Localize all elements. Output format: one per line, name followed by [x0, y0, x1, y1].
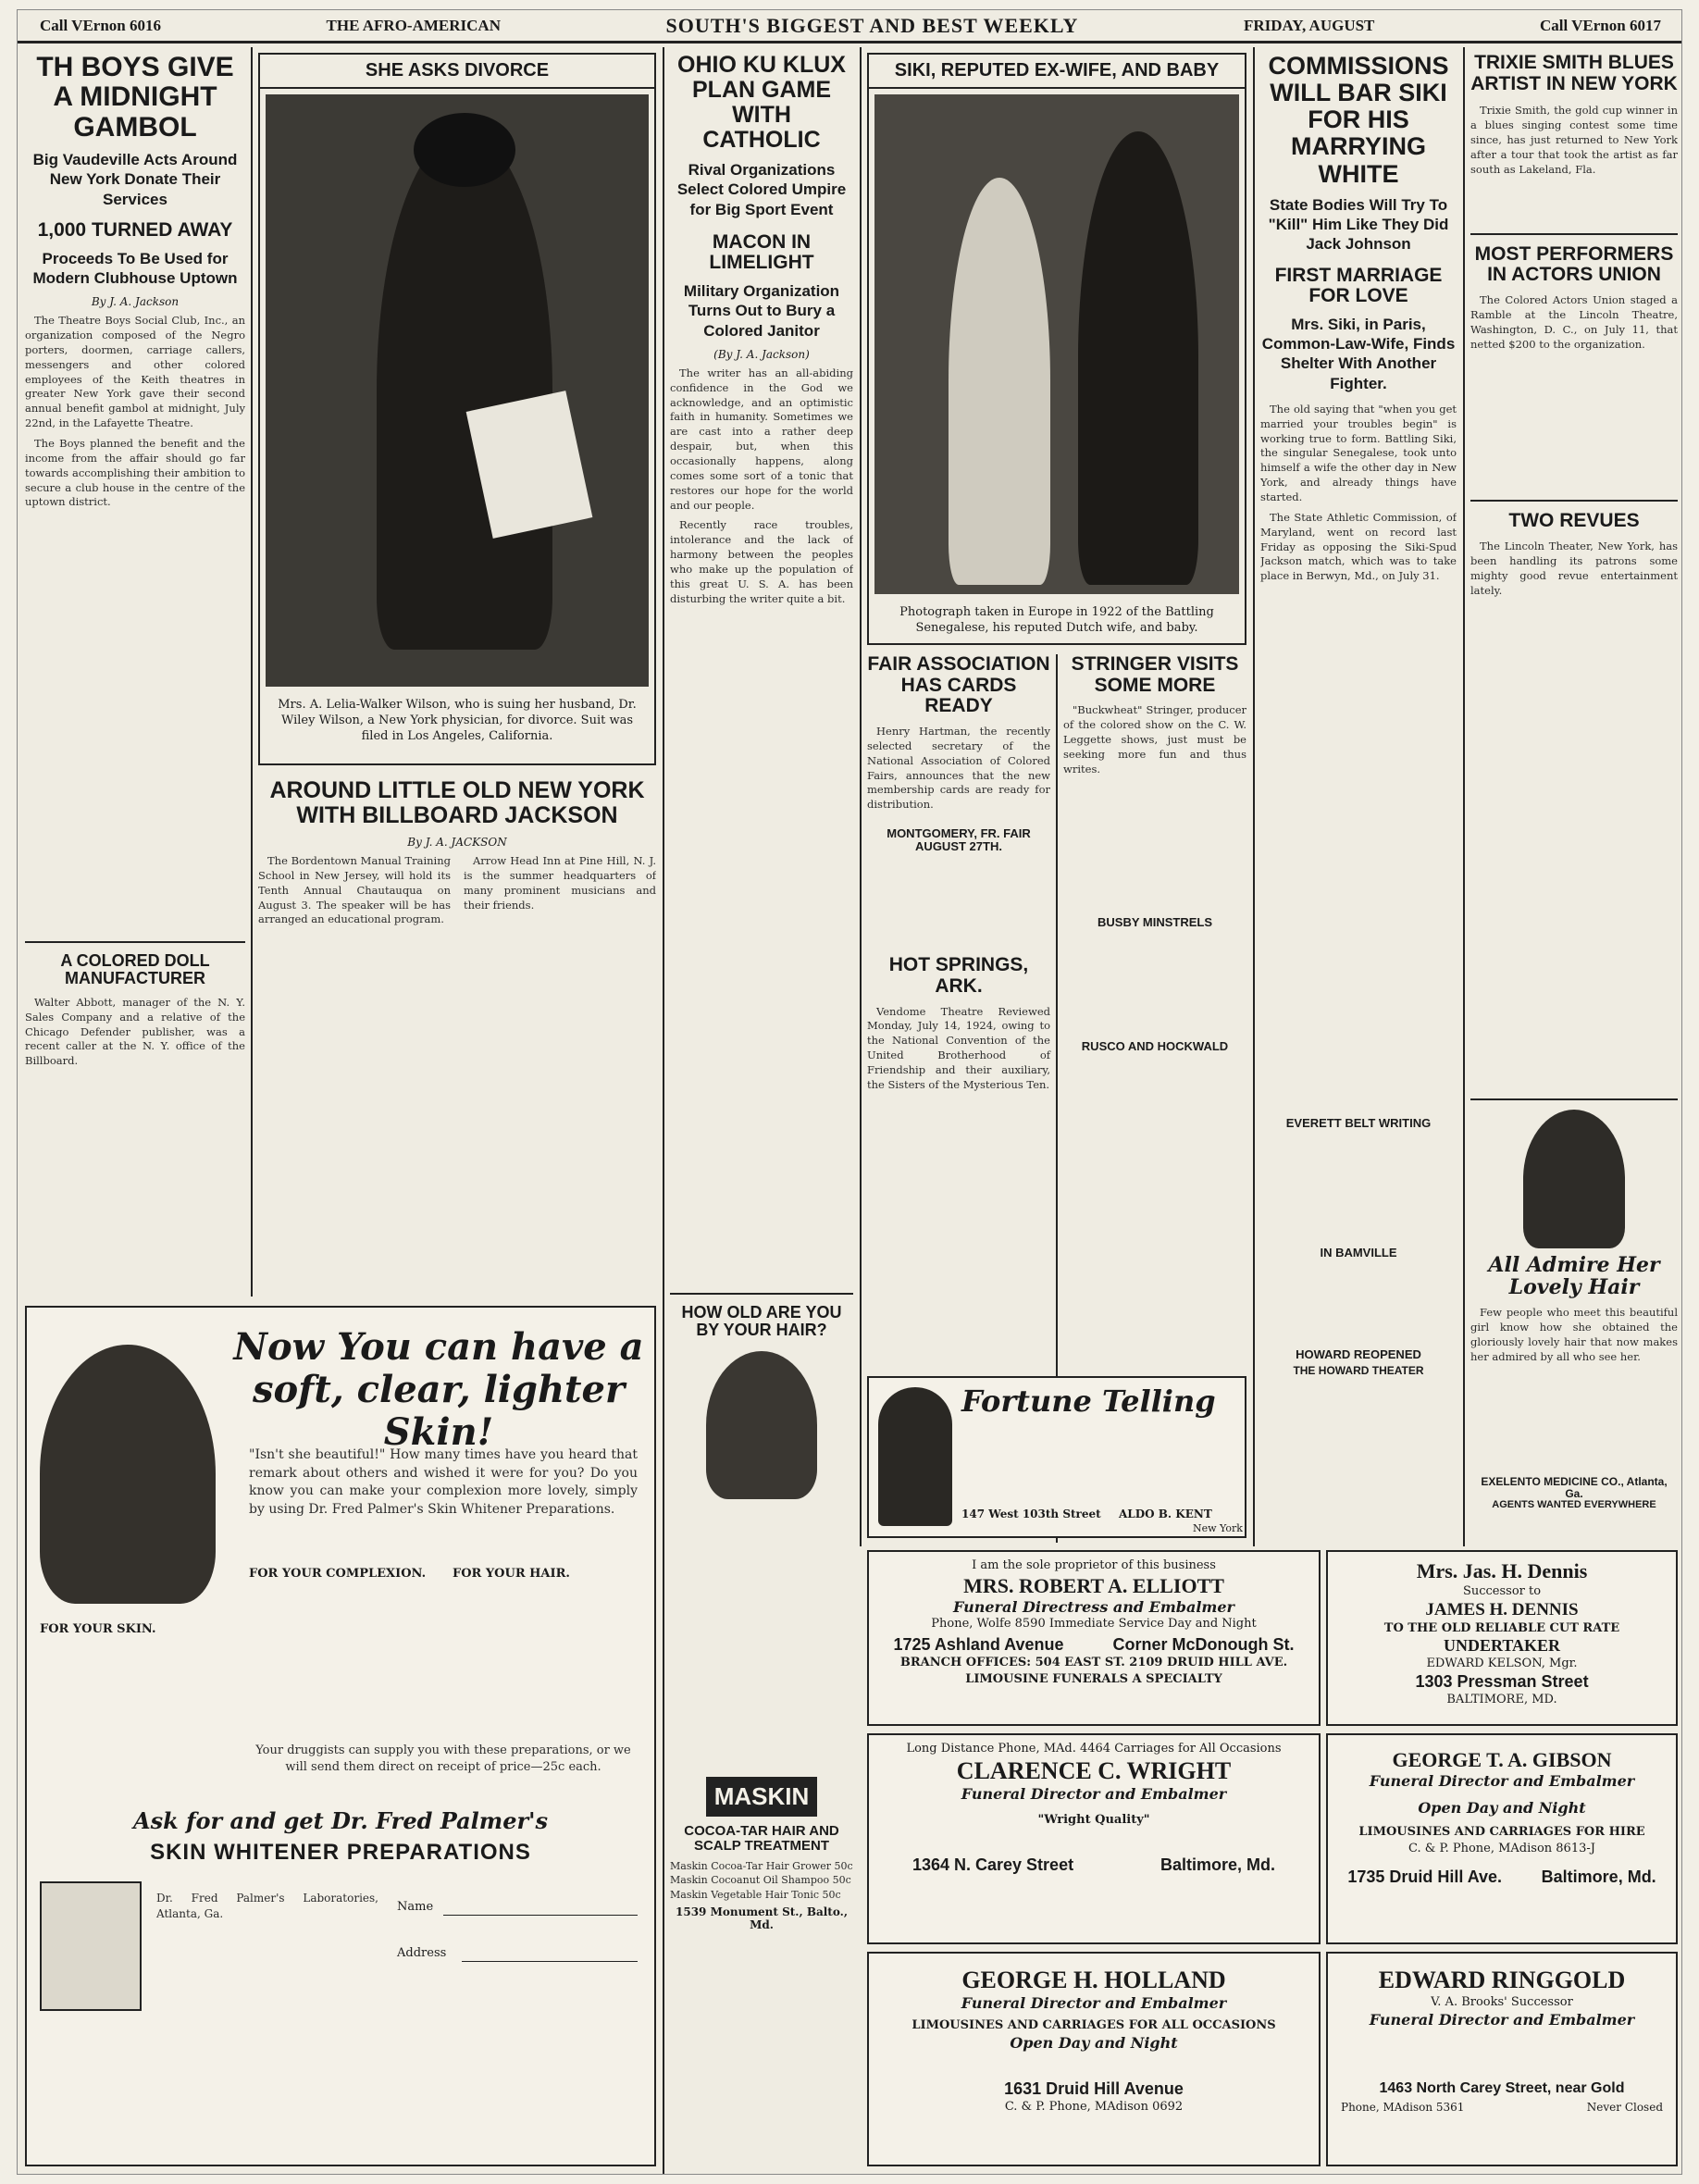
siki-photo	[874, 94, 1239, 594]
masthead-phone-right: Call VErnon 6017	[1539, 16, 1661, 34]
dennis-undertaker: UNDERTAKER	[1443, 1636, 1561, 1656]
skin-head: FOR YOUR SKIN.	[40, 1622, 156, 1636]
article-body	[258, 854, 656, 927]
name-field-line	[443, 1915, 638, 1916]
exelento-company: EXELENTO MEDICINE CO., Atlanta, Ga.	[1481, 1474, 1668, 1500]
masthead-slogan: SOUTH'S BIGGEST AND BEST WEEKLY	[665, 13, 1079, 37]
elliott-funeral-ad	[867, 1550, 1321, 1726]
hat-silhouette	[414, 113, 515, 187]
proprietor-note: I am the sole proprietor of this business	[972, 1558, 1216, 1572]
rusco-head: RUSCO AND HOCKWALD	[1081, 1038, 1229, 1053]
name-field-label: Name	[397, 1900, 434, 1914]
deck-mrs-siki: Mrs. Siki, in Paris, Common-Law-Wife, Finds Shelter With Another Fighter.	[1261, 315, 1456, 392]
deck-umpire: Rival Organizations Select Colored Umpire for Big Sport Event	[676, 161, 847, 218]
hair-ad-headline: All Admire Her Lovely Hair	[1488, 1253, 1660, 1300]
dennis-city: BALTIMORE, MD.	[1446, 1692, 1557, 1706]
gibson-title: Funeral Director and Embalmer	[1369, 1772, 1635, 1790]
address-field-label: Address	[397, 1946, 447, 1960]
headline-doll: A COLORED DOLL MANUFACTURER	[25, 941, 245, 988]
article-body	[670, 366, 853, 607]
paragraph: Henry Hartman, the recently selected secretary of the National Association of Colored Fairs, announces that the new membership cards are ready for distribution.	[867, 725, 1050, 812]
deck-jack-johnson: State Bodies Will Try To "Kill" Him Like They Did Jack Johnson	[1268, 195, 1449, 254]
maskin-logo: MASKIN	[706, 1777, 817, 1817]
exelento-agents: AGENTS WANTED EVERYWHERE	[1492, 1498, 1656, 1510]
hair-question: HOW OLD ARE YOU BY YOUR HAIR?	[681, 1303, 842, 1340]
byline: By J. A. JACKSON	[407, 836, 507, 849]
wright-title: Funeral Director and Embalmer	[961, 1784, 1227, 1803]
ringgold-address: 1463 North Carey Street, near Gold	[1379, 2079, 1625, 2096]
maskin-address: 1539 Monument St., Balto., Md.	[676, 1905, 848, 1931]
montgomery-head: MONTGOMERY, FR. FAIR AUGUST 27TH.	[887, 826, 1031, 854]
masthead-date: FRIDAY, AUGUST	[1244, 16, 1375, 34]
subhead-turned-away: 1,000 TURNED AWAY	[37, 218, 233, 241]
dennis-address: 1303 Pressman Street	[1415, 1671, 1589, 1691]
wright-address-row	[869, 1855, 1319, 1875]
fortune-signature: ALDO B. KENT	[1119, 1508, 1212, 1520]
figure-silhouette	[377, 131, 552, 650]
elliott-address-row	[869, 1635, 1319, 1655]
dennis-undertaker-ad	[1326, 1550, 1678, 1726]
fortune-telling-ad	[867, 1376, 1246, 1538]
fortune-address: 147 West 103th Street	[961, 1508, 1101, 1520]
headline-stringer: STRINGER VISITS SOME MORE	[1071, 653, 1239, 696]
headline-around-new-york: AROUND LITTLE OLD NEW YORK WITH BILLBOARD JACKSON	[269, 777, 645, 828]
ringgold-title: Funeral Director and Embalmer	[1369, 2010, 1635, 2029]
dennis-name-2: JAMES H. DENNIS	[1425, 1599, 1579, 1619]
paragraph: The Lincoln Theater, New York, has been handling its patrons some mighty good revue entertainment lately.	[1470, 540, 1678, 597]
paragraph: The writer has an all-abiding confidence in the God we acknowledge, and an optimistic faith in humanity. Sometimes we are cast into a rather deep despair, but, when this occasionally happens, along comes some sort of a tonic that restores our hope for the world and our people.	[670, 366, 853, 512]
woman-portrait-illustration	[1523, 1110, 1625, 1248]
maskin-ad	[670, 1293, 853, 2172]
hair-head: FOR YOUR HAIR.	[453, 1567, 570, 1581]
howard-head: HOWARD REOPENED	[1296, 1347, 1421, 1361]
paragraph: "Buckwheat" Stringer, producer of the colored show on the C. W. Leggette shows, just must be seeking more fun and thus writes.	[1063, 703, 1246, 776]
gibson-funeral-ad	[1326, 1733, 1678, 1944]
article-body	[1470, 540, 1678, 598]
address-field-line	[462, 1961, 638, 1962]
gibson-name: GEORGE T. A. GIBSON	[1392, 1748, 1612, 1771]
deck-gambol: Big Vaudeville Acts Around New York Donate Their Services	[32, 151, 238, 208]
photo-label: SHE ASKS DIVORCE	[260, 55, 654, 89]
newspaper-page	[17, 9, 1682, 2175]
article-body	[25, 996, 245, 1069]
wright-name: CLARENCE C. WRIGHT	[956, 1756, 1232, 1784]
subhead-macon: MACON IN LIMELIGHT	[709, 230, 814, 274]
palmer-product: SKIN WHITENER PREPARATIONS	[150, 1840, 531, 1865]
portrait-photo	[266, 94, 649, 687]
gibson-address-row	[1328, 1868, 1676, 1887]
ringgold-successor: V. A. Brooks' Successor	[1431, 1995, 1573, 2009]
column-2	[258, 53, 656, 1293]
dennis-name: Mrs. Jas. H. Dennis	[1416, 1559, 1588, 1582]
masthead-paper-name: THE AFRO-AMERICAN	[326, 16, 501, 34]
dennis-manager: EDWARD KELSON, Mgr.	[1426, 1657, 1578, 1671]
palmer-headline: Now You can have a soft, clear, lighter Skin!	[233, 1325, 644, 1454]
headline-trixie: TRIXIE SMITH BLUES ARTIST IN NEW YORK	[1470, 53, 1678, 94]
column-rule	[251, 47, 253, 1297]
everett-head: EVERETT BELT WRITING	[1285, 1116, 1432, 1130]
maskin-product-list: Maskin Cocoa-Tar Hair Grower 50c Maskin Cocoanut Oil Shampoo 50c Maskin Vegetable Hair Tonic 50c	[670, 1860, 853, 1901]
paragraph: Walter Abbott, manager of the N. Y. Sales Company and a relative of the Chicago Defender publisher, was a recent caller at the N. Y. office of the Billboard.	[25, 995, 245, 1068]
busby-head: BUSBY MINSTRELS	[1098, 914, 1212, 929]
elliott-address: 1725 Ashland Avenue	[893, 1635, 1064, 1655]
paragraph: The Theatre Boys Social Club, Inc., an organization composed of the Negro porters, doormen, carriage callers, messengers and other colored employees of the Keith theatres in greater New York gave their second annual benefit gambol at midnight, July 22nd, in the Lafayette Theatre.	[25, 314, 245, 430]
elliott-limousine: LIMOUSINE FUNERALS A SPECIALTY	[965, 1671, 1222, 1686]
article-body	[1470, 293, 1678, 352]
dennis-old-reliable: TO THE OLD RELIABLE CUT RATE	[1383, 1620, 1620, 1635]
bamville-head: IN BAMVILLE	[1320, 1246, 1397, 1260]
column-rule	[663, 47, 664, 2175]
druggist-note: Your druggists can supply you with these preparations, or we will send them direct on receipt of price—25c each.	[255, 1743, 631, 1774]
wright-phone: Long Distance Phone, MAd. 4464 Carriages for All Occasions	[906, 1742, 1282, 1756]
article-body	[1470, 104, 1678, 177]
article-body	[867, 1005, 1050, 1093]
headline-ku-klux: OHIO KU KLUX PLAN GAME WITH CATHOLIC	[677, 53, 846, 153]
column-6	[1260, 53, 1457, 1543]
paragraph: The Bordentown Manual Training School in New Jersey, will hold its Tenth Annual Chautauqua on August 3. The speaker will be has arranged an educational program.	[258, 854, 451, 926]
headline-two-revues: TWO REVUES	[1470, 500, 1678, 532]
column-7	[1470, 53, 1678, 1543]
howard-subhead: THE HOWARD THEATER	[1293, 1364, 1424, 1377]
doll-article	[25, 941, 245, 1293]
holland-open: Open Day and Night	[1010, 2033, 1178, 2052]
holland-address: 1631 Druid Hill Avenue	[1004, 2079, 1184, 2098]
elliott-title: Funeral Directress and Embalmer	[953, 1597, 1234, 1616]
paragraph: The old saying that "when you get married your troubles begin" is working true to form. Battling Siki, the singular Senegalese, took unto himself a wife the other day in New York, and already things have started.	[1260, 402, 1457, 504]
wright-address: 1364 N. Carey Street	[912, 1855, 1074, 1875]
ringgold-closed: Never Closed	[1586, 2100, 1663, 2114]
column-rule	[1463, 47, 1465, 1546]
wright-city: Baltimore, Md.	[1160, 1855, 1276, 1875]
byline: By J. A. Jackson	[91, 295, 180, 309]
photo-box-siki	[867, 53, 1246, 645]
headline-gambol: TH BOYS GIVE A MIDNIGHT GAMBOL	[36, 53, 234, 143]
fortune-city: New York	[1193, 1522, 1243, 1534]
holland-name: GEORGE H. HOLLAND	[961, 1967, 1226, 1993]
palmer-ask: Ask for and get Dr. Fred Palmer's	[133, 1807, 548, 1834]
gibson-open: Open Day and Night	[1418, 1799, 1586, 1817]
masthead	[18, 10, 1682, 43]
gibson-city: Baltimore, Md.	[1541, 1868, 1656, 1887]
paragraph: Vendome Theatre Reviewed Monday, July 14, 1924, owing to the National Convention of the United Brotherhood of Friendship and their auxiliary, the Sisters of the Mysterious Ten.	[867, 1004, 1050, 1091]
crystal-ball-icon	[878, 1387, 952, 1526]
holland-limousines: LIMOUSINES AND CARRIAGES FOR ALL OCCASIONS	[912, 2018, 1276, 2032]
holland-funeral-ad	[867, 1952, 1321, 2166]
ringgold-phone: Phone, MAdison 5361	[1341, 2100, 1465, 2114]
elliott-phone: Phone, Wolfe 8590 Immediate Service Day and Night	[931, 1616, 1257, 1631]
column-1	[25, 53, 245, 1293]
palmer-intro: "Isn't she beautiful!" How many times have you heard that remark about others and wished it were for you? Do you know you can make your complexion more lovely, simply by using Dr. Fred Palmer's Skin Whitener Preparations.	[249, 1447, 638, 1517]
photo-label: SIKI, REPUTED EX-WIFE, AND BABY	[869, 55, 1245, 89]
palmer-skin-whitener-ad	[25, 1306, 656, 2166]
holland-phone: C. & P. Phone, MAdison 0692	[1004, 2099, 1184, 2114]
woman-figure	[949, 178, 1050, 585]
masthead-phone-left: Call VErnon 6016	[40, 16, 161, 34]
elliott-branches: BRANCH OFFICES: 504 EAST ST. 2109 DRUID HILL AVE.	[899, 1656, 1288, 1670]
column-4-5	[867, 53, 1246, 1543]
palmer-lab: Dr. Fred Palmer's Laboratories, Atlanta, Ga.	[156, 1892, 378, 1920]
headline-actors-union: MOST PERFORMERS IN ACTORS UNION	[1470, 233, 1678, 286]
article-body	[867, 725, 1050, 813]
headline-hot-springs: HOT SPRINGS, ARK.	[888, 954, 1029, 997]
elliott-corner: Corner McDonough St.	[1112, 1635, 1295, 1655]
article-body	[25, 314, 245, 510]
paragraph: The Colored Actors Union staged a Ramble at the Lincoln Theatre, Washington, D. C., on July 11, that netted $200 to the organization.	[1470, 292, 1678, 351]
photo-box-divorce	[258, 53, 656, 765]
paragraph: Few people who meet this beautiful girl know how she obtained the gloriously lovely hair that now makes her admired by all who see her.	[1470, 1306, 1678, 1363]
paragraph: Trixie Smith, the gold cup winner in a blues singing contest some time since, has just returned to New York after a tour that took the artist as far south as Lakeland, Fla.	[1470, 104, 1678, 176]
woman-illustration	[706, 1351, 817, 1499]
stringer-article	[1063, 654, 1246, 1210]
paragraph: Recently race troubles, intolerance and the lack of harmony between the peoples who make up the population of this great U. S. A. has been disturbing the writer quite a bit.	[670, 518, 853, 605]
column-rule	[860, 47, 862, 1546]
paragraph: The Boys planned the benefit and the income from the affair should go far towards accomplishing their ambition to secure a club house in the centre of the uptown district.	[25, 436, 245, 509]
article-body	[1260, 403, 1457, 584]
complexion-head: FOR YOUR COMPLEXION.	[249, 1567, 427, 1581]
headline-commissions: COMMISSIONS WILL BAR SIKI FOR HIS MARRYING WHITE	[1268, 53, 1449, 188]
gibson-phone: C. & P. Phone, MAdison 8613-J	[1408, 1841, 1595, 1855]
gibson-limousines: LIMOUSINES AND CARRIAGES FOR HIRE	[1358, 1825, 1645, 1839]
gibson-address: 1735 Druid Hill Ave.	[1347, 1868, 1503, 1887]
maskin-tagline: COCOA-TAR HAIR AND SCALP TREATMENT	[684, 1822, 839, 1855]
exelento-ad	[1470, 1098, 1678, 1543]
ad-body	[1470, 1306, 1678, 1364]
article-body	[1063, 703, 1246, 776]
man-figure	[1078, 131, 1198, 585]
dennis-successor: Successor to	[1462, 1584, 1542, 1598]
wright-funeral-ad	[867, 1733, 1321, 1944]
ringgold-phone-row	[1328, 2097, 1676, 2117]
elliott-name: MRS. ROBERT A. ELLIOTT	[963, 1573, 1224, 1597]
fortune-headline: Fortune Telling	[961, 1384, 1216, 1419]
paragraph: Arrow Head Inn at Pine Hill, N. J. is the summer headquarters of many prominent musicians and their friends.	[464, 854, 656, 912]
photo-caption: Mrs. A. Lelia-Walker Wilson, who is suing her husband, Dr. Wiley Wilson, a New York physician, for divorce. Suit was filed in Los Angeles, California.	[278, 698, 637, 743]
paragraph: The State Athletic Commission, of Maryland, went on record last Friday as opposing the Siki-Spud Jackson match, which was to take place in Berwyn, Md., on July 31.	[1260, 510, 1457, 583]
holland-title: Funeral Director and Embalmer	[961, 1994, 1227, 2012]
photo-caption: Photograph taken in Europe in 1922 of the Battling Senegalese, his reputed Dutch wife, and baby.	[899, 605, 1214, 635]
woman-illustration	[40, 1345, 216, 1604]
headline-fair: FAIR ASSOCIATION HAS CARDS READY	[867, 653, 1050, 717]
subhead-first-marriage: FIRST MARRIAGE FOR LOVE	[1274, 264, 1443, 307]
wright-quality: "Wright Quality"	[1037, 1812, 1150, 1827]
column-3	[670, 53, 853, 2172]
deck-clubhouse: Proceeds To Be Used for Modern Clubhouse Uptown	[32, 249, 238, 287]
ringgold-funeral-ad	[1326, 1952, 1678, 2166]
column-rule	[1253, 47, 1255, 1546]
deck-janitor: Military Organization Turns Out to Bury a Colored Janitor	[683, 282, 840, 340]
ringgold-name: EDWARD RINGGOLD	[1378, 1967, 1626, 1993]
byline: (By J. A. Jackson)	[713, 347, 810, 361]
product-jar-illustration	[40, 1881, 142, 2011]
